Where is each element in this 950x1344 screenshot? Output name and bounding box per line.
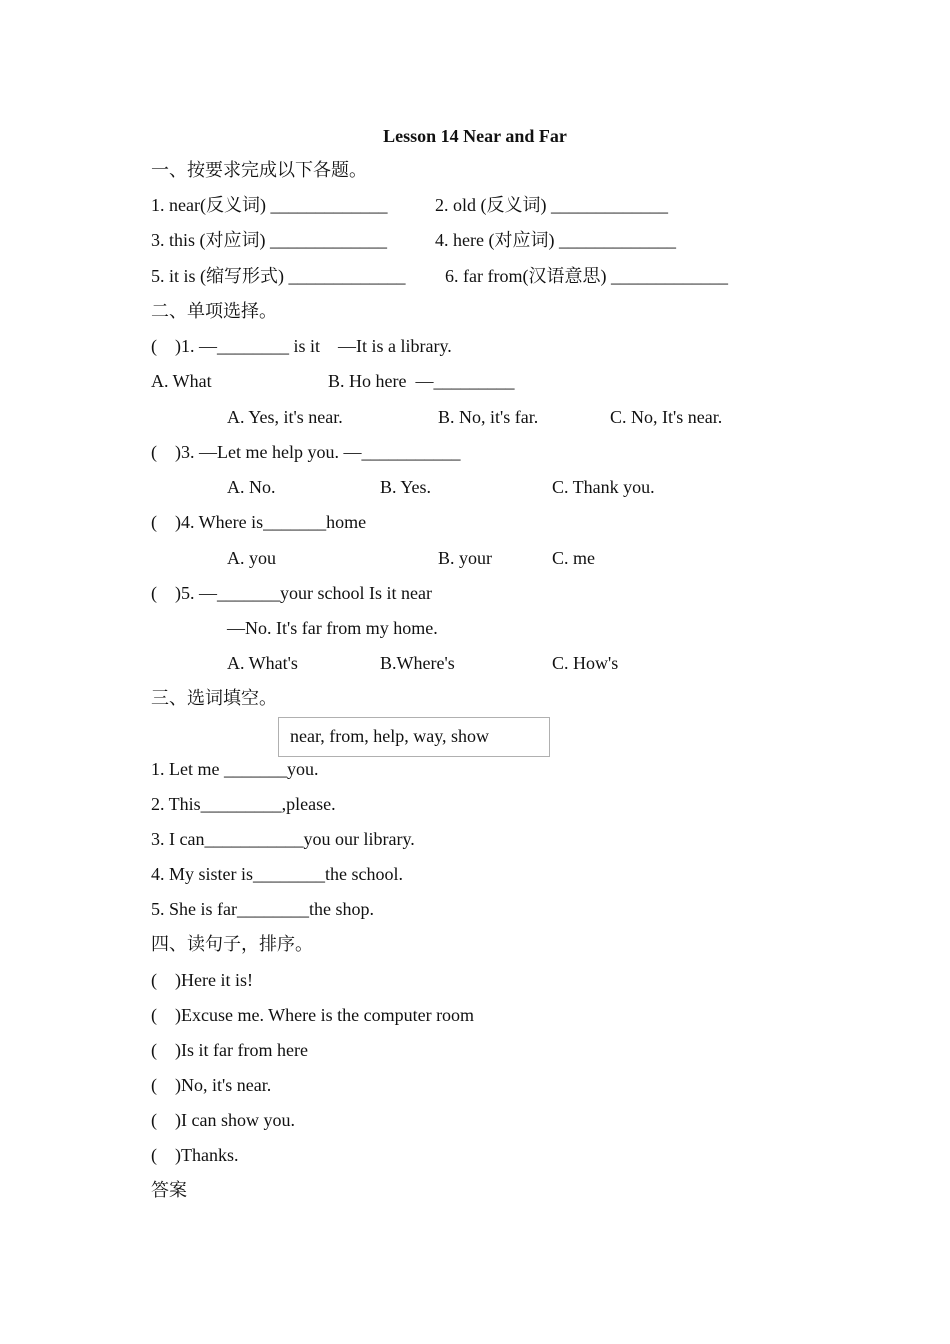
q3-stem: ( )3. —Let me help you. —___________ <box>151 442 461 462</box>
s4-item-4: ( )No, it's near. <box>151 1075 272 1095</box>
q4-option-b: B. your <box>438 548 492 568</box>
s1-item-1: 1. near(反义词) _____________ <box>151 195 388 215</box>
s3-item-4: 4. My sister is________the school. <box>151 864 403 884</box>
s4-item-3: ( )Is it far from here <box>151 1040 308 1060</box>
q5-option-b: B.Where's <box>380 653 455 673</box>
s1-item-3: 3. this (对应词) _____________ <box>151 230 387 250</box>
q5-option-c: C. How's <box>552 653 619 673</box>
s1-item-2: 2. old (反义词) _____________ <box>435 195 668 215</box>
q5-stem: ( )5. —_______your school Is it near <box>151 583 432 603</box>
q1-stem: ( )1. —________ is it —It is a library. <box>151 336 452 356</box>
q1-option-b: B. Ho here —_________ <box>328 371 515 391</box>
section3-heading: 三、选词填空。 <box>151 688 277 708</box>
q4-option-c: C. me <box>552 548 595 568</box>
q3-option-c: C. Thank you. <box>552 477 655 497</box>
s1-item-4: 4. here (对应词) _____________ <box>435 230 676 250</box>
q4-stem: ( )4. Where is_______home <box>151 512 367 532</box>
q3-option-b: B. Yes. <box>380 477 432 497</box>
s4-item-1: ( )Here it is! <box>151 970 253 990</box>
s1-item-5: 5. it is (缩写形式) _____________ <box>151 266 406 286</box>
section1-heading: 一、按要求完成以下各题。 <box>151 160 367 180</box>
s3-item-1: 1. Let me _______you. <box>151 759 319 779</box>
q2-option-b: B. No, it's far. <box>438 407 539 427</box>
s4-item-2: ( )Excuse me. Where is the computer room <box>151 1005 475 1025</box>
s4-item-6: ( )Thanks. <box>151 1145 239 1165</box>
page-title: Lesson 14 Near and Far <box>383 126 567 146</box>
q2-option-a: A. Yes, it's near. <box>227 407 343 427</box>
q2-option-c: C. No, It's near. <box>610 407 723 427</box>
s4-item-5: ( )I can show you. <box>151 1110 295 1130</box>
q3-option-a: A. No. <box>227 477 276 497</box>
word-bank-box: near, from, help, way, show <box>278 717 550 757</box>
s3-item-5: 5. She is far________the shop. <box>151 899 374 919</box>
q5-reply: —No. It's far from my home. <box>227 618 438 638</box>
s1-item-6: 6. far from(汉语意思) _____________ <box>445 266 728 286</box>
q5-option-a: A. What's <box>227 653 298 673</box>
section2-heading: 二、单项选择。 <box>151 301 277 321</box>
q1-option-a: A. What <box>151 371 212 391</box>
q4-option-a: A. you <box>227 548 276 568</box>
s3-item-3: 3. I can___________you our library. <box>151 829 415 849</box>
s3-item-2: 2. This_________,please. <box>151 794 336 814</box>
answer-heading: 答案 <box>151 1180 187 1200</box>
section4-heading: 四、读句子，排序。 <box>151 934 313 954</box>
